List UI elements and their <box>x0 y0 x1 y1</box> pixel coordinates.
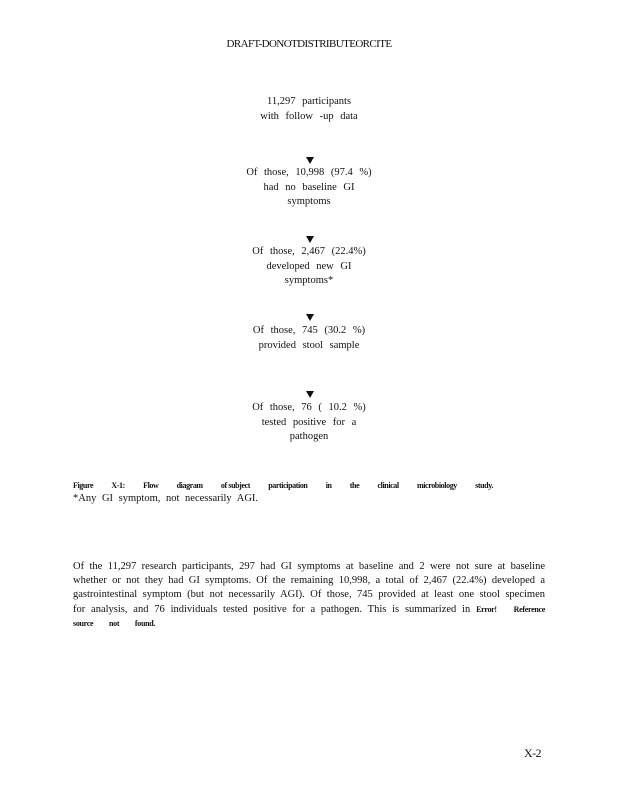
caption-word: of subject <box>220 481 251 490</box>
flow-line: Of those, 2,467 (22.4%) <box>252 246 366 257</box>
body-paragraph <box>73 560 545 631</box>
flow-line: symptoms* <box>284 275 334 286</box>
flow-box-developed-symptoms <box>206 245 412 289</box>
cross-reference-error: Error! Reference source not found. <box>73 604 546 628</box>
caption-word: Figure <box>73 481 94 490</box>
caption-word: Flow <box>143 481 159 490</box>
page-header: DRAFT-DONOTDISTRIBUTEORCITE <box>226 38 392 50</box>
flow-line: Of those, 10,998 (97.4 %) <box>246 167 372 178</box>
flow-box-no-baseline <box>206 166 412 210</box>
flow-line: Of those, 76 ( 10.2 %) <box>252 402 366 413</box>
figure-caption <box>73 479 553 505</box>
flow-line: developed new GI <box>266 260 352 272</box>
caption-title <box>73 479 493 492</box>
caption-word: X-1: <box>111 481 125 490</box>
down-arrow-icon <box>306 313 314 321</box>
caption-word: diagram <box>176 481 203 490</box>
caption-footnote: *Any GI symptom, not necessarily AGI. <box>73 493 259 504</box>
flow-line: 11,297 participants <box>266 96 352 107</box>
page-number: X-2 <box>524 746 541 760</box>
flow-box-stool-sample <box>206 324 412 353</box>
flow-line: tested positive for a <box>261 416 357 428</box>
caption-word: study. <box>475 481 493 490</box>
flow-line: symptoms <box>287 196 331 207</box>
flow-line: pathogen <box>289 431 329 442</box>
down-arrow-icon <box>306 156 314 164</box>
down-arrow-icon <box>306 390 314 398</box>
down-arrow-icon <box>306 235 314 243</box>
flow-box-tested-positive <box>206 401 412 445</box>
flow-line: had no baseline GI <box>263 181 355 193</box>
caption-word: in <box>325 481 332 490</box>
body-paragraph-text: Of the 11,297 research participants, 297 had GI symptoms at baseline and 2 were not sure at baseline whether or not they had GI symptoms. Of the remaining 10,998, a total of 2,467 (22.4%) developed a gastrointestinal symptom (but not necessarily AGI). Of those, 745 provided at least one stool specimen for analysis, and 76 individuals tested positive for a pathogen. This is summarized in <box>73 561 545 615</box>
flow-line: provided stool sample <box>258 339 360 351</box>
caption-word: microbiology <box>416 481 457 490</box>
flow-box-participants <box>206 95 412 124</box>
flow-line: Of those, 745 (30.2 %) <box>252 325 366 336</box>
flow-line: with follow -up data <box>260 110 358 122</box>
caption-word: the <box>349 481 360 490</box>
caption-word: participation <box>268 481 308 490</box>
caption-word: clinical <box>377 481 399 490</box>
